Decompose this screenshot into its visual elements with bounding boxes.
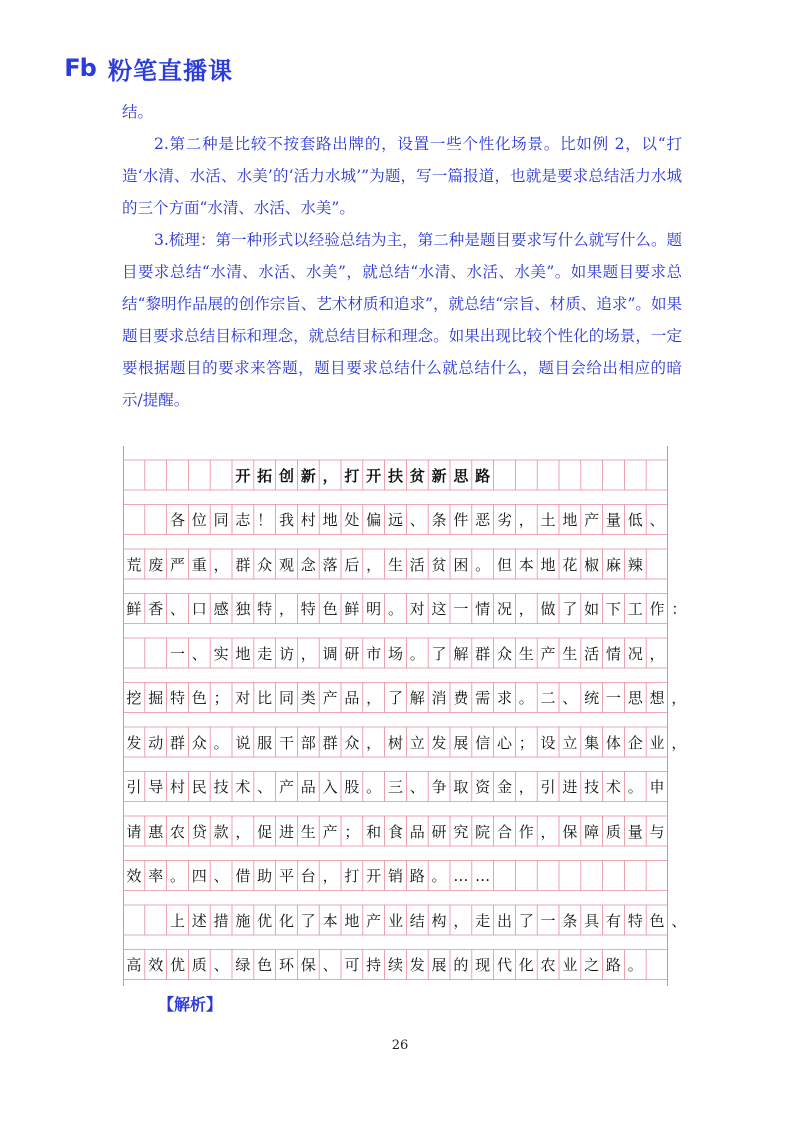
essay-text-row: 上 述 措 施 优 化 了 本 地 产 业 结 构 ， 走 出 了 一 条 具 有 特 色 、 xyxy=(169,911,687,930)
paragraph-continuation: 结。 xyxy=(122,103,154,121)
paragraph-point-3: 3.梳理：第一种形式以经验总结为主，第二种是题目要求写什么就写什么。题目要求总结“水清、水活、水美”，就总结“水清、水活、水美”。如果题目要求总结“黎明作品展的创作宗旨、艺术材质和追求”，就总结“宗旨、材质、追求”。如果题目要求总结目标和理念，就总结目标和理念。如果出现比较个性化的场景，一定要根据题目的要求来答题，题目要求总结什么就总结什么，题目会给出相应的暗示/提醒。 xyxy=(122,231,682,409)
essay-title-row: 开 拓 创 新 ， 打 开 扶 贫 新 思 路 xyxy=(235,466,491,485)
essay-text-row: 各 位 同 志 ！ 我 村 地 处 偏 远 、 条 件 恶 劣 ， 土 地 产 量 低 、 xyxy=(169,511,665,529)
essay-text-row: 高 效 优 质 、 绿 色 环 保 、 可 持 续 发 展 的 现 代 化 农 业 之 路 。 xyxy=(126,956,643,974)
essay-text-row: 鲜 香 、 口 感 独 特 ， 特 色 鲜 明 。 对 这 一 情 况 ， 做 了 如 下 工 作 ： xyxy=(126,600,687,618)
essay-text-row: 引 导 村 民 技 术 、 产 品 入 股 。 三 、 争 取 资 金 ， 引 进 技 术 。 申 xyxy=(126,778,665,796)
fb-logo-icon: Fb xyxy=(64,54,96,82)
essay-text-row: 请 惠 农 贷 款 ， 促 进 生 产 ； 和 食 品 研 究 院 合 作 ， 保 障 质 量 与 xyxy=(126,822,665,841)
page-number: 26 xyxy=(391,1038,409,1053)
essay-text-row: 发 动 群 众 。 说 服 干 部 群 众 ， 树 立 发 展 信 心 ； 设 立 集 体 企 业 ， xyxy=(126,733,687,752)
essay-text-row: 效 率 。 四 、 借 助 平 台 ， 打 开 销 路 。 … … xyxy=(126,866,491,885)
analysis-label: 【解析】 xyxy=(158,995,223,1014)
brand-logo xyxy=(60,50,233,86)
essay-grid-paper xyxy=(123,446,687,986)
essay-text-row: 挖 掘 特 色 ； 对 比 同 类 产 品 ， 了 解 消 费 需 求 。 二 、 统 一 思 想 ， xyxy=(126,689,687,707)
paragraph-point-2: 2.第二种是比较不按套路出牌的，设置一些个性化场景。比如例 2，以“打造‘水清、水活、水美’的‘活力水城’”为题，写一篇报道，也就是要求总结活力水城的三个方面“水清、水活、水美”。 xyxy=(122,135,682,217)
brand-name: 粉笔直播课 xyxy=(108,56,233,85)
essay-text-row: 一 、 实 地 走 访 ， 调 研 市 场 。 了 解 群 众 生 产 生 活 情 况 ， xyxy=(169,644,665,663)
explanation-text xyxy=(122,96,682,416)
essay-text-row: 荒 废 严 重 ， 群 众 观 念 落 后 ， 生 活 贫 困 。 但 本 地 花 椒 麻 辣 xyxy=(126,555,643,574)
